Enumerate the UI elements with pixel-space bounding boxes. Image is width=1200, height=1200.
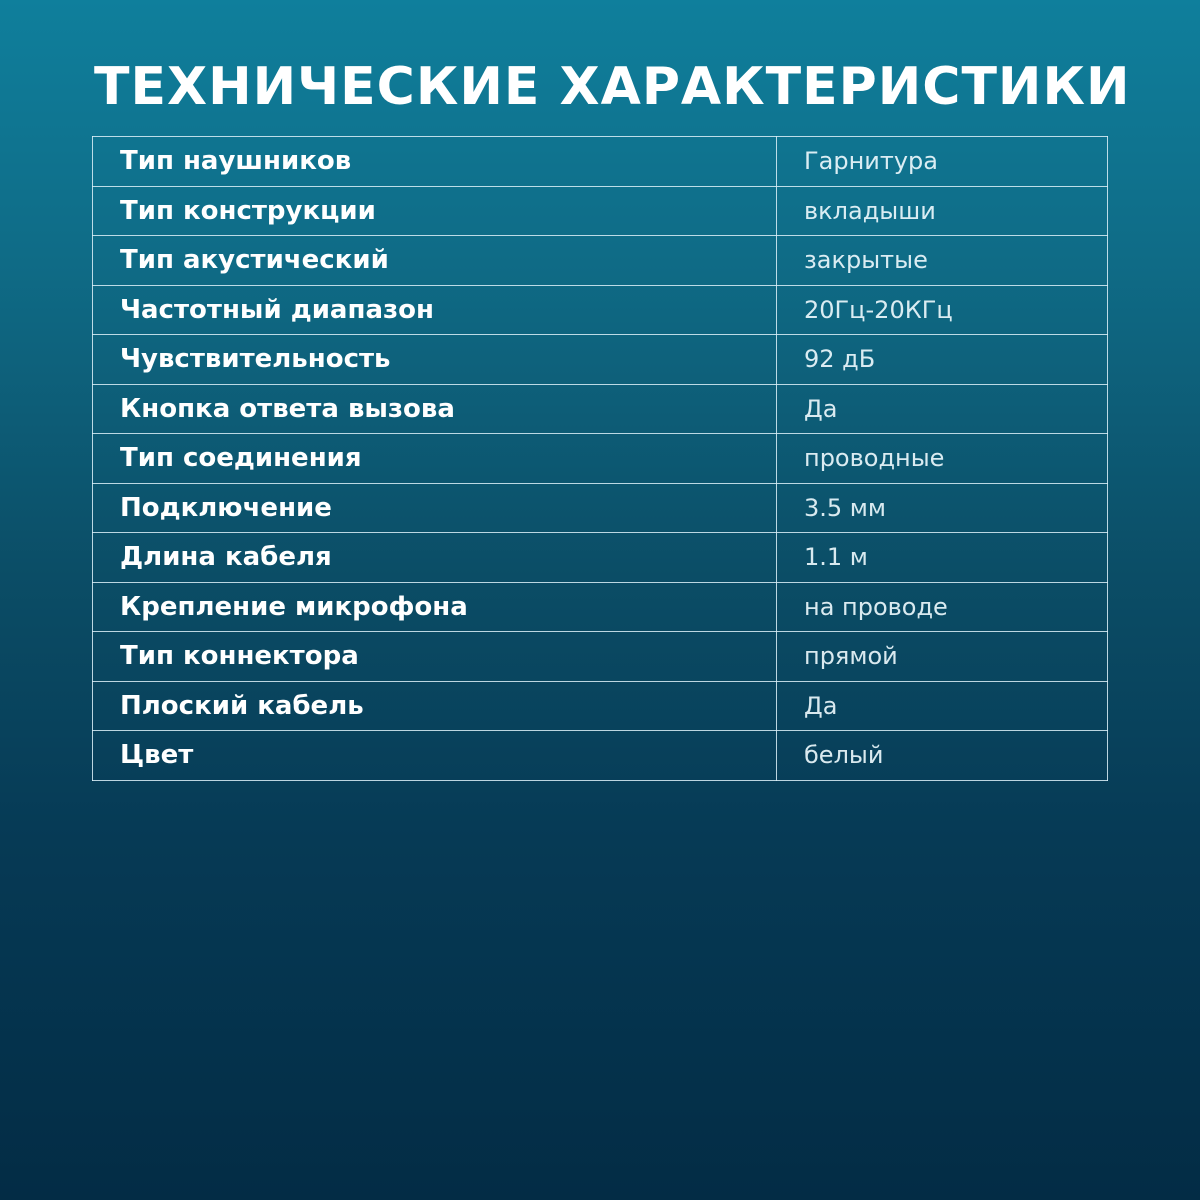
table-row — [93, 632, 1108, 682]
table-row — [93, 186, 1108, 236]
table-row — [93, 137, 1108, 187]
table-row — [93, 384, 1108, 434]
spec-value: 1.1 м — [777, 533, 1108, 583]
table-row — [93, 533, 1108, 583]
table-row — [93, 483, 1108, 533]
spec-value: вкладыши — [777, 186, 1108, 236]
spec-name: Подключение — [93, 483, 777, 533]
spec-name: Плоский кабель — [93, 681, 777, 731]
spec-name: Чувствительность — [93, 335, 777, 385]
spec-value: Да — [777, 681, 1108, 731]
spec-name: Тип акустический — [93, 236, 777, 286]
spec-name: Тип соединения — [93, 434, 777, 484]
table-row — [93, 236, 1108, 286]
page-title: ТЕХНИЧЕСКИЕ ХАРАКТЕРИСТИКИ — [94, 57, 1131, 117]
table-row — [93, 681, 1108, 731]
spec-name: Кнопка ответа вызова — [93, 384, 777, 434]
spec-value: закрытые — [777, 236, 1108, 286]
spec-value: 20Гц-20КГц — [777, 285, 1108, 335]
table-row — [93, 582, 1108, 632]
table-row — [93, 285, 1108, 335]
spec-name: Частотный диапазон — [93, 285, 777, 335]
spec-name: Длина кабеля — [93, 533, 777, 583]
spec-name: Тип коннектора — [93, 632, 777, 682]
spec-value: Гарнитура — [777, 137, 1108, 187]
spec-value: белый — [777, 731, 1108, 781]
table-row — [93, 731, 1108, 781]
spec-value: на проводе — [777, 582, 1108, 632]
spec-name: Цвет — [93, 731, 777, 781]
spec-value: Да — [777, 384, 1108, 434]
spec-name: Тип наушников — [93, 137, 777, 187]
spec-name: Крепление микрофона — [93, 582, 777, 632]
spec-value: 3.5 мм — [777, 483, 1108, 533]
table-row — [93, 434, 1108, 484]
spec-value: прямой — [777, 632, 1108, 682]
table-row — [93, 335, 1108, 385]
spec-value: 92 дБ — [777, 335, 1108, 385]
spec-table — [92, 136, 1108, 781]
spec-name: Тип конструкции — [93, 186, 777, 236]
spec-value: проводные — [777, 434, 1108, 484]
